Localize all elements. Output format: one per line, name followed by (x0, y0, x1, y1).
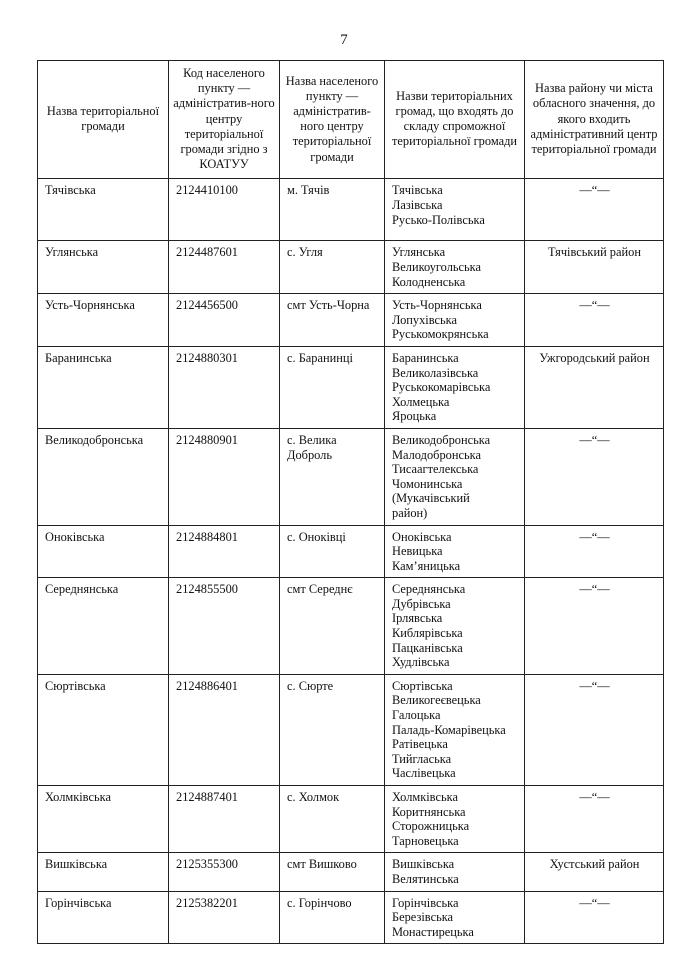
cell-community-name: Холмківська (38, 786, 169, 853)
cell-center-name: с. Сюрте (280, 674, 385, 785)
member-community-line: Тячівська (392, 183, 443, 198)
member-community-line: Оноківська (392, 529, 452, 544)
member-community-line: Холмківська (392, 790, 458, 805)
table-header-row (38, 61, 664, 179)
cell-koatuu-code: 2124884801 (169, 525, 280, 578)
member-community-line: Руськокомарівська (392, 380, 491, 395)
cell-community-name: Оноківська (38, 525, 169, 578)
cell-member-communities (385, 241, 525, 294)
cell-community-name: Сюртівська (38, 674, 169, 785)
table-body (38, 179, 664, 944)
cell-member-communities (385, 891, 525, 944)
cell-raion: —“— (525, 674, 664, 785)
table-row (38, 525, 664, 578)
center-name-line: с. Велика (287, 432, 337, 447)
cell-raion: —“— (525, 179, 664, 241)
page-number: 7 (340, 32, 348, 48)
table-row (38, 786, 664, 853)
cell-raion: —“— (525, 786, 664, 853)
member-community-line: Часлівецька (392, 766, 456, 781)
cell-center-name: с. Угля (280, 241, 385, 294)
table-row (38, 428, 664, 525)
member-community-line: Галоцька (392, 708, 441, 723)
member-community-line: Горінчівська (392, 895, 459, 910)
member-community-line: Дубрівська (392, 596, 451, 611)
cell-member-communities (385, 294, 525, 347)
cell-koatuu-code: 2125355300 (169, 853, 280, 891)
cell-member-communities (385, 853, 525, 891)
cell-community-name: Середнянська (38, 578, 169, 675)
member-community-line: Сторожницька (392, 819, 470, 834)
cell-community-name: Усть-Чорнянська (38, 294, 169, 347)
member-community-line: Пацканівська (392, 640, 463, 655)
member-community-line: Кам’яницька (392, 558, 461, 573)
member-community-line: Углянська (392, 245, 446, 260)
table-row (38, 179, 664, 241)
member-community-line: Тийгласька (392, 751, 452, 766)
table-row (38, 241, 664, 294)
cell-koatuu-code: 2124456500 (169, 294, 280, 347)
member-community-line: Худлівська (392, 655, 450, 670)
cell-member-communities (385, 786, 525, 853)
member-community-line: Велятинська (392, 871, 459, 886)
cell-community-name: Баранинська (38, 346, 169, 428)
member-community-line: Лазівська (392, 198, 443, 213)
column-header-community-name: Назва територіальної громади (38, 61, 169, 179)
cell-center-name (280, 428, 385, 525)
table-row (38, 578, 664, 675)
member-community-line: Невицька (392, 544, 443, 559)
member-community-line: Киблярівська (392, 626, 463, 641)
cell-center-name: с. Баранинці (280, 346, 385, 428)
cell-community-name: Углянська (38, 241, 169, 294)
member-community-line: район) (392, 505, 428, 520)
cell-koatuu-code: 2124487601 (169, 241, 280, 294)
cell-raion: Тячівський район (525, 241, 664, 294)
member-community-line: Сюртівська (392, 678, 453, 693)
cell-raion: —“— (525, 578, 664, 675)
member-community-line: Коритнянська (392, 804, 466, 819)
cell-member-communities (385, 428, 525, 525)
cell-community-name: Тячівська (38, 179, 169, 241)
cell-raion: Ужгородський район (525, 346, 664, 428)
cell-raion: —“— (525, 525, 664, 578)
cell-raion: —“— (525, 891, 664, 944)
member-community-line: Великодобронська (392, 432, 491, 447)
member-community-line: Ратівецька (392, 737, 448, 752)
member-community-line: Великогеєвецька (392, 693, 481, 708)
member-community-line: Колодненська (392, 274, 466, 289)
member-community-line: Тарновецька (392, 833, 459, 848)
territorial-communities-table (37, 60, 664, 944)
cell-center-name: м. Тячів (280, 179, 385, 241)
cell-raion: Хустський район (525, 853, 664, 891)
member-community-line: Великолазівська (392, 365, 479, 380)
member-community-line: Холмецька (392, 394, 450, 409)
member-community-line: (Мукачівський (392, 491, 470, 506)
cell-center-name: с. Оноківці (280, 525, 385, 578)
column-header-member-communities: Назви територіальних громад, що входять до складу спроможної територіальної громади (385, 61, 525, 179)
cell-community-name: Вишківська (38, 853, 169, 891)
cell-center-name: с. Холмок (280, 786, 385, 853)
column-header-center-name: Назва населеного пункту — адміністратив-ного центру територіальної громади (280, 61, 385, 179)
member-community-line: Березівська (392, 910, 454, 925)
table-header (38, 61, 664, 179)
member-community-line: Малодобронська (392, 447, 481, 462)
cell-koatuu-code: 2125382201 (169, 891, 280, 944)
cell-member-communities (385, 179, 525, 241)
member-community-line: Паладь-Комарівецька (392, 722, 506, 737)
member-community-line: Баранинська (392, 350, 459, 365)
member-community-line: Лопухівська (392, 312, 458, 327)
cell-member-communities (385, 674, 525, 785)
table-row (38, 891, 664, 944)
column-header-koatuu-code: Код населеного пункту — адміністратив-ного центру територіальної громади згідно з КОАТУУ (169, 61, 280, 179)
table-row (38, 853, 664, 891)
table-row (38, 294, 664, 347)
member-community-line: Тисаагтелекська (392, 462, 479, 477)
column-header-raion: Назва району чи міста обласного значення, до якого входить адміністративний центр територіальної громади (525, 61, 664, 179)
cell-center-name: с. Горінчово (280, 891, 385, 944)
center-name-line: Доброль (287, 447, 333, 462)
member-community-line: Яроцька (392, 409, 437, 424)
cell-koatuu-code: 2124880901 (169, 428, 280, 525)
cell-community-name: Горінчівська (38, 891, 169, 944)
cell-koatuu-code: 2124886401 (169, 674, 280, 785)
registry-table-container (37, 60, 663, 944)
member-community-line: Русько-Полівська (392, 212, 485, 227)
cell-koatuu-code: 2124410100 (169, 179, 280, 241)
member-community-line: Монастирецька (392, 924, 474, 939)
cell-center-name: смт Середнє (280, 578, 385, 675)
member-community-line: Чомонинська (392, 476, 463, 491)
member-community-line: Великоугольська (392, 260, 482, 275)
cell-koatuu-code: 2124880301 (169, 346, 280, 428)
table-row (38, 674, 664, 785)
cell-member-communities (385, 525, 525, 578)
member-community-line: Усть-Чорнянська (392, 298, 482, 313)
cell-raion: —“— (525, 294, 664, 347)
member-community-line: Ірлявська (392, 611, 443, 626)
cell-raion: —“— (525, 428, 664, 525)
cell-member-communities (385, 578, 525, 675)
cell-community-name: Великодобронська (38, 428, 169, 525)
member-community-line: Вишківська (392, 857, 455, 872)
cell-koatuu-code: 2124855500 (169, 578, 280, 675)
cell-member-communities (385, 346, 525, 428)
table-row (38, 346, 664, 428)
cell-center-name: смт Усть-Чорна (280, 294, 385, 347)
member-community-line: Руськомокрянська (392, 327, 489, 342)
cell-koatuu-code: 2124887401 (169, 786, 280, 853)
cell-center-name: смт Вишково (280, 853, 385, 891)
member-community-line: Середнянська (392, 582, 466, 597)
